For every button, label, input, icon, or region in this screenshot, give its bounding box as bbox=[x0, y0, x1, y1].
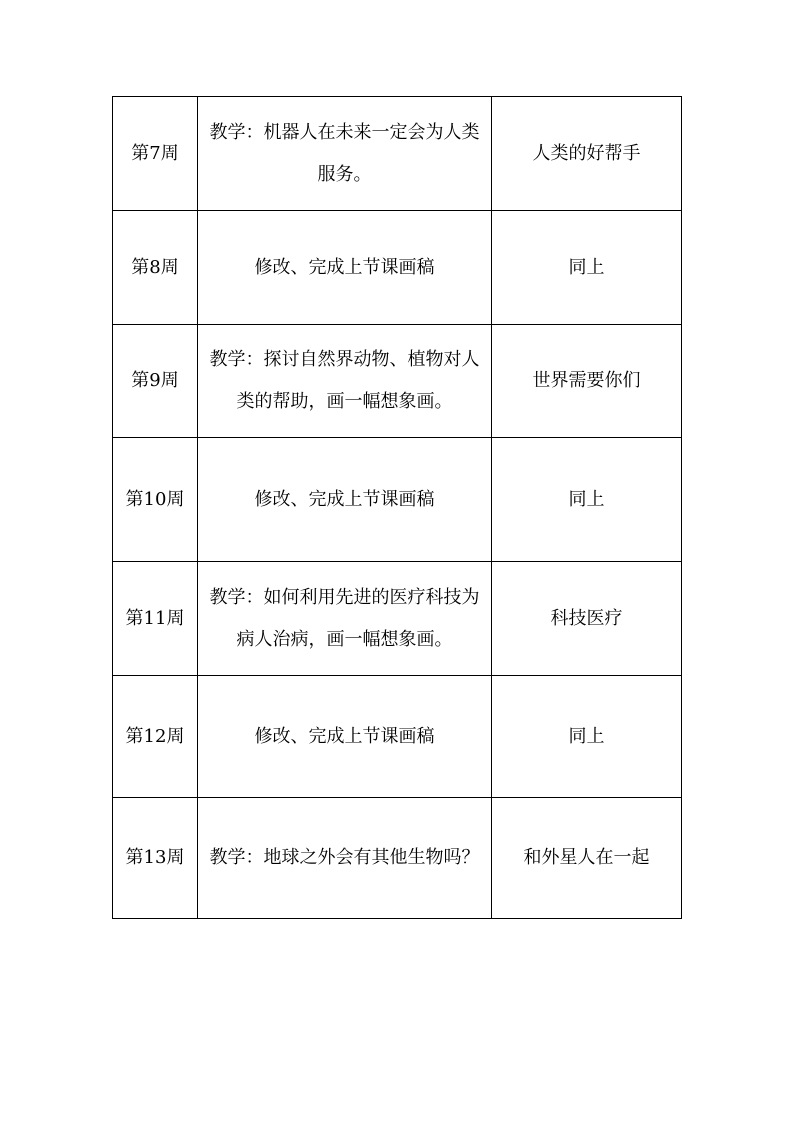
lesson-content-cell: 修改、完成上节课画稿 bbox=[198, 438, 492, 562]
lesson-content-cell: 修改、完成上节课画稿 bbox=[198, 676, 492, 798]
table-row bbox=[113, 97, 682, 211]
lesson-content-cell: 修改、完成上节课画稿 bbox=[198, 211, 492, 325]
lesson-content-cell: 教学：如何利用先进的医疗科技为病人治病，画一幅想象画。 bbox=[198, 562, 492, 676]
lesson-topic-cell: 同上 bbox=[492, 676, 682, 798]
table-row bbox=[113, 211, 682, 325]
table-row bbox=[113, 438, 682, 562]
week-cell: 第7周 bbox=[113, 97, 198, 211]
table-body bbox=[113, 97, 682, 919]
lesson-topic-cell: 世界需要你们 bbox=[492, 325, 682, 438]
lesson-schedule-table bbox=[112, 96, 682, 919]
lesson-topic-cell: 同上 bbox=[492, 438, 682, 562]
table-row bbox=[113, 325, 682, 438]
week-cell: 第12周 bbox=[113, 676, 198, 798]
lesson-content-cell: 教学：探讨自然界动物、植物对人类的帮助，画一幅想象画。 bbox=[198, 325, 492, 438]
week-cell: 第13周 bbox=[113, 798, 198, 919]
lesson-topic-cell: 和外星人在一起 bbox=[492, 798, 682, 919]
lesson-topic-cell: 同上 bbox=[492, 211, 682, 325]
table-row bbox=[113, 562, 682, 676]
lesson-content-cell: 教学：机器人在未来一定会为人类服务。 bbox=[198, 97, 492, 211]
week-cell: 第9周 bbox=[113, 325, 198, 438]
week-cell: 第8周 bbox=[113, 211, 198, 325]
lesson-topic-cell: 科技医疗 bbox=[492, 562, 682, 676]
lesson-topic-cell: 人类的好帮手 bbox=[492, 97, 682, 211]
week-cell: 第11周 bbox=[113, 562, 198, 676]
table-row bbox=[113, 676, 682, 798]
table-row bbox=[113, 798, 682, 919]
week-cell: 第10周 bbox=[113, 438, 198, 562]
lesson-content-cell: 教学：地球之外会有其他生物吗？ bbox=[198, 798, 492, 919]
